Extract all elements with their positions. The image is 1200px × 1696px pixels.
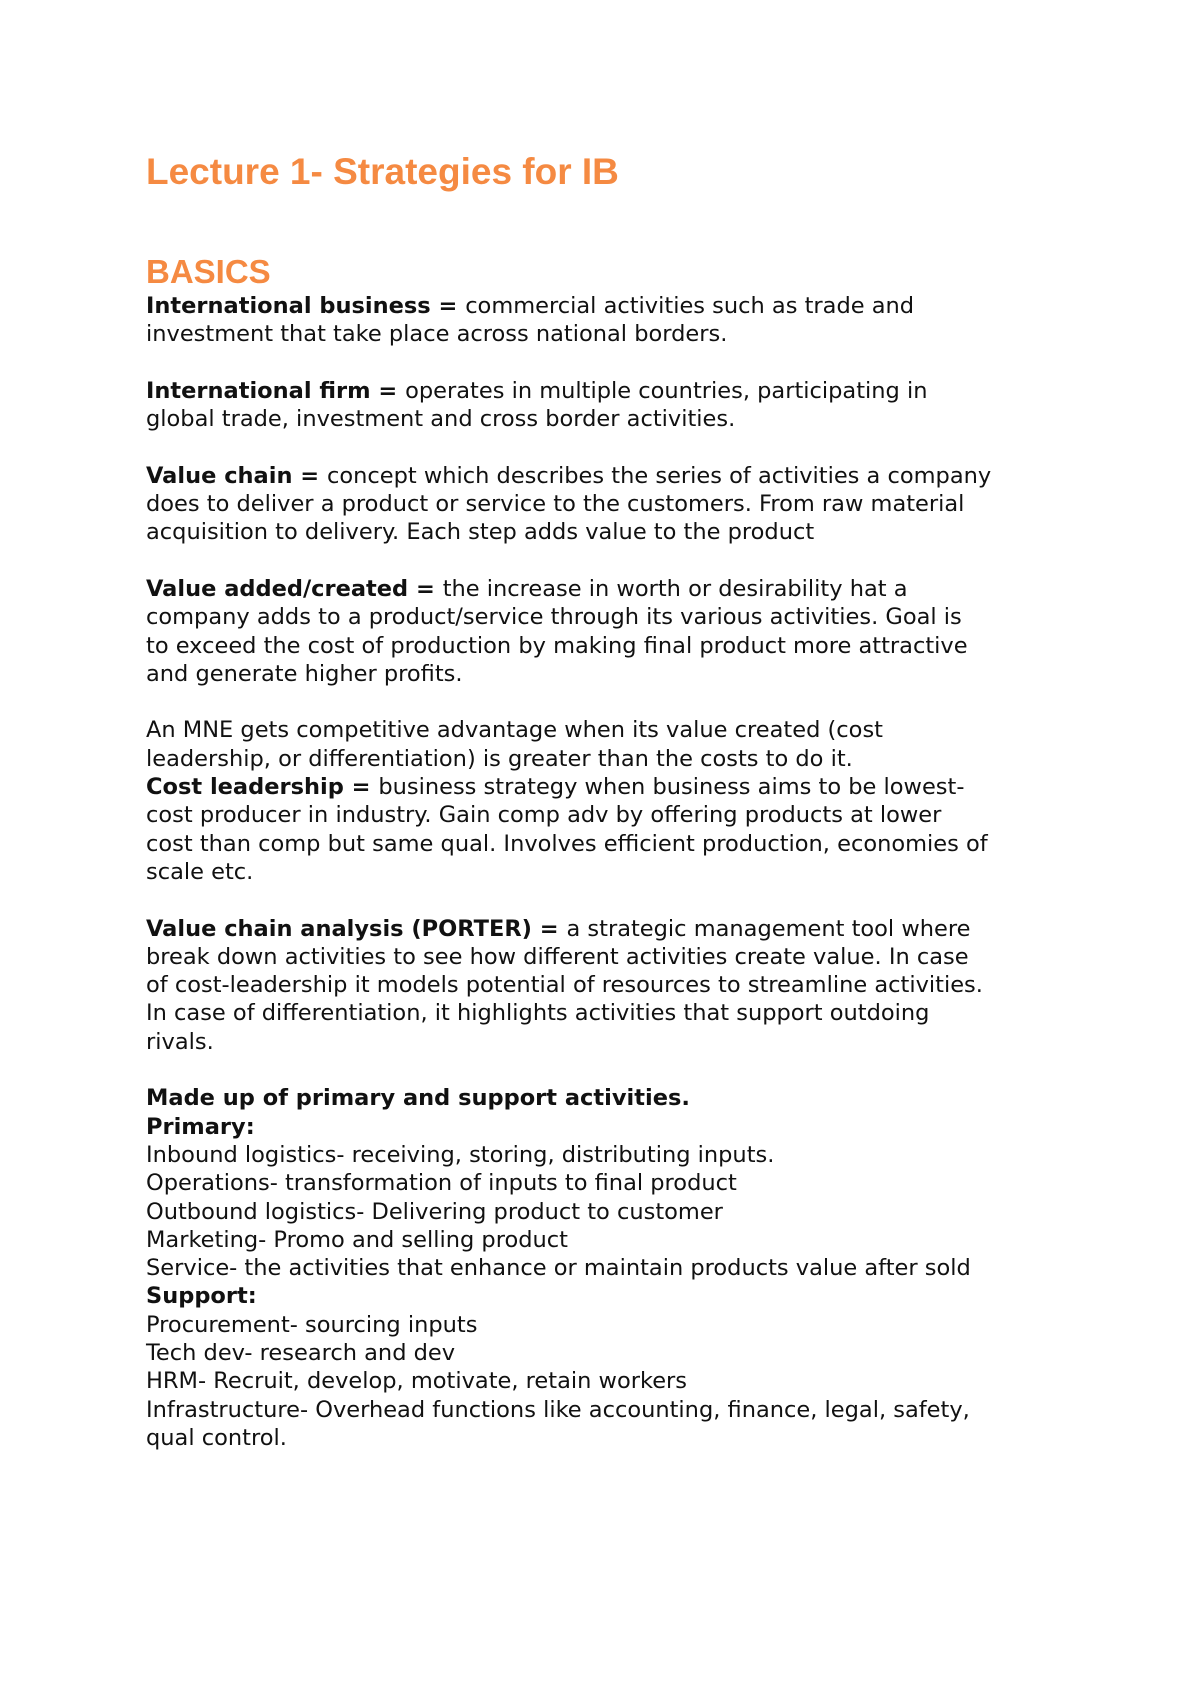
list-item-support: Infrastructure- Overhead functions like accounting, finance, legal, safety, <box>146 1396 970 1423</box>
definition-text: operates in multiple countries, participating in <box>405 377 928 404</box>
document-page <box>146 150 1086 1452</box>
definition-text: company adds to a product/service through its various activities. Goal is <box>146 604 962 631</box>
term-value-added: Value added/created = <box>146 575 443 602</box>
definition-text: investment that take place across national borders. <box>146 321 728 348</box>
list-item-support: Procurement- sourcing inputs <box>146 1311 478 1338</box>
section-heading-basics: BASICS <box>146 253 271 290</box>
definition-text: does to deliver a product or service to the customers. From raw material <box>146 491 965 518</box>
term-value-chain-analysis: Value chain analysis (PORTER) = <box>146 915 567 942</box>
definition-text: to exceed the cost of production by making final product more attractive <box>146 632 968 659</box>
definition-text: the increase in worth or desirability hat a <box>442 575 908 602</box>
definition-value-chain <box>146 462 1086 547</box>
definition-text: global trade, investment and cross border activities. <box>146 406 736 433</box>
term-value-chain: Value chain = <box>146 462 327 489</box>
activities-intro: Made up of primary and support activities. <box>146 1085 690 1112</box>
definition-text: cost than comp but same qual. Involves efficient production, economies of <box>146 830 988 857</box>
definition-text: break down activities to see how different activities create value. In case <box>146 943 969 970</box>
list-item-primary: Operations- transformation of inputs to final product <box>146 1170 737 1197</box>
definition-international-firm <box>146 377 1086 434</box>
list-item-primary: Marketing- Promo and selling product <box>146 1226 568 1253</box>
definition-text: and generate higher profits. <box>146 660 463 687</box>
list-item-support: Tech dev- research and dev <box>146 1339 456 1366</box>
term-cost-leadership: Cost leadership = <box>146 774 379 801</box>
list-item-primary: Outbound logistics- Delivering product to customer <box>146 1198 723 1225</box>
primary-label: Primary: <box>146 1113 255 1140</box>
term-international-firm: International firm = <box>146 377 406 404</box>
activities-section <box>146 1084 1086 1452</box>
list-item-primary: Inbound logistics- receiving, storing, distributing inputs. <box>146 1141 775 1168</box>
list-item-support: qual control. <box>146 1424 287 1451</box>
definition-value-chain-analysis <box>146 915 1086 1056</box>
definition-text: scale etc. <box>146 858 254 885</box>
list-item-support: HRM- Recruit, develop, motivate, retain workers <box>146 1368 688 1395</box>
definition-text: rivals. <box>146 1028 214 1055</box>
page-title: Lecture 1- Strategies for IB <box>146 151 619 192</box>
definition-international-business <box>146 292 1086 349</box>
paragraph-text: An MNE gets competitive advantage when its value created (cost <box>146 717 883 744</box>
definition-text: of cost-leadership it models potential of resources to streamline activities. <box>146 972 983 999</box>
list-item-primary: Service- the activities that enhance or maintain products value after sold <box>146 1255 971 1282</box>
definition-text: concept which describes the series of activities a company <box>326 462 992 489</box>
paragraph-mne-advantage <box>146 716 1086 773</box>
definition-text: a strategic management tool where <box>566 915 971 942</box>
definition-text: In case of differentiation, it highlights activities that support outdoing <box>146 1000 930 1027</box>
definition-text: commercial activities such as trade and <box>465 293 915 319</box>
definition-text: cost producer in industry. Gain comp adv by offering products at lower <box>146 802 942 829</box>
paragraph-text: leadership, or differentiation) is greater than the costs to do it. <box>146 745 853 772</box>
support-label: Support: <box>146 1283 257 1310</box>
definition-value-added <box>146 575 1086 688</box>
definition-cost-leadership <box>146 773 1086 886</box>
definition-text: acquisition to delivery. Each step adds value to the product <box>146 519 815 546</box>
definition-text: business strategy when business aims to be lowest- <box>378 774 965 801</box>
term-international-business: International business = <box>146 293 466 319</box>
